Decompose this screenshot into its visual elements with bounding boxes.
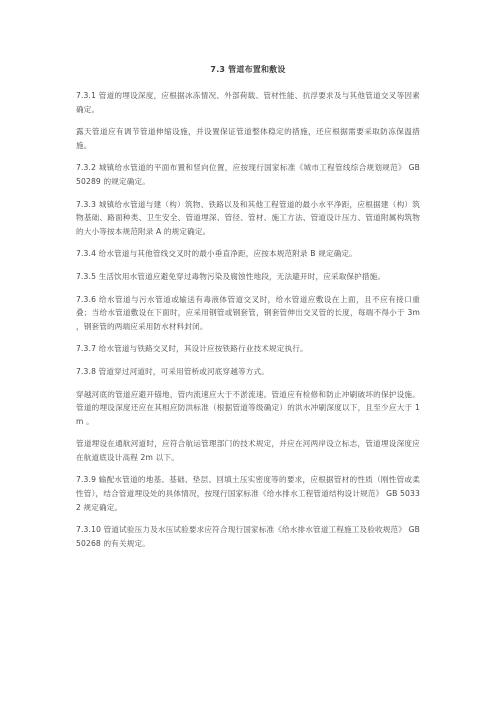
paragraph-navigable-river: 管道埋设在通航河道时，应符合航运管理部门的技术规定，并应在河两岸设立标志，管道埋设深度应在航道底设计高程 2m 以下。 (76, 439, 420, 462)
paragraph-7-3-10: 7.3.10 管道试验压力及水压试验要求应符合现行国家标准《给水排水管道工程施工及验收规范》 GB 50268 的有关规定。 (76, 525, 420, 548)
paragraph-7-3-2: 7.3.2 城镇给水管道的平面布置和竖向位置，应按现行国家标准《城市工程管线综合规划规范》 GB 50289 的规定确定。 (76, 163, 420, 186)
paragraph-7-3-7: 7.3.7 给水管道与铁路交叉时，其设计应按铁路行业技术规定执行。 (76, 344, 308, 354)
paragraph-riverbed-crossing: 穿越河底的管道应避开锚地，管内流速应大于不淤流速。管道应有检修和防止冲刷破坏的保护设施。管道的埋设深度还应在其相应防洪标准（根据管道等级确定）的洪水冲刷深度以下，且至少应大于 1m 。 (76, 389, 420, 426)
paragraph-7-3-8: 7.3.8 管道穿过河道时，可采用管桥或河底穿越等方式。 (76, 366, 269, 376)
paragraph-open-air-pipes: 露天管道应有调节管道伸缩设施，并设置保证管道整体稳定的措施，还应根据需要采取防冻保温措施。 (76, 127, 420, 150)
paragraph-7-3-9: 7.3.9 输配水管道的地基、基础、垫层、回填土压实密度等的要求，应根据管材的性质（刚性管或柔性管），结合管道埋设处的具体情况，按现行国家标准《给水排水工程管道结构设计规范》 GB 50332 规定确定。 (76, 475, 420, 512)
paragraph-7-3-5: 7.3.5 生活饮用水管道应避免穿过毒物污染及腐蚀性地段，无法避开时，应采取保护措施。 (76, 271, 386, 281)
paragraph-7-3-4: 7.3.4 给水管道与其他管线交叉时的最小垂直净距，应按本规范附录 B 规定确定。 (76, 249, 357, 259)
paragraph-7-3-6: 7.3.6 给水管道与污水管道或输送有毒液体管道交叉时，给水管道应敷设在上面，且不应有接口重叠；当给水管道敷设在下面时，应采用钢管或钢套管，钢套管伸出交叉管的长度，每端不得小于 3m ，钢套管的两端应采用防水材料封闭。 (76, 294, 420, 331)
paragraph-7-3-3: 7.3.3 城镇给水管道与建（构）筑物、铁路以及和其他工程管道的最小水平净距，应根据建（构）筑物基础、路面种类、卫生安全、管道埋深、管径、管材、施工方法、管道设计压力、管道附属构筑物的大小等按本规范附录 A 的规定确定。 (76, 199, 420, 236)
section-title: 7.3 管道布置和敷设 (210, 65, 286, 74)
paragraph-7-3-1: 7.3.1 管道的埋设深度，应根据冰冻情况、外部荷载、管材性能、抗浮要求及与其他管道交叉等因素确定。 (76, 91, 420, 114)
